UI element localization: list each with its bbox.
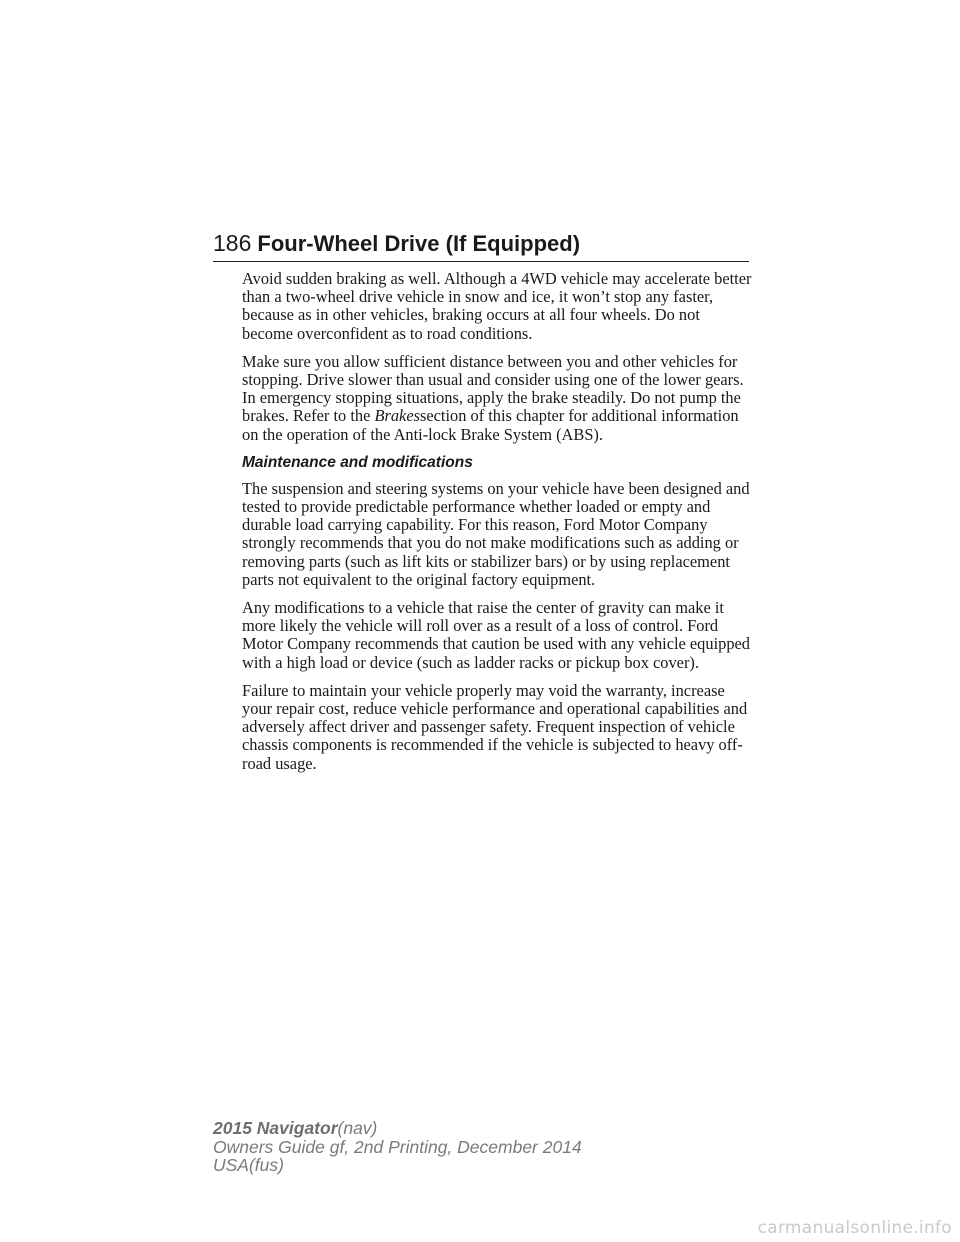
chapter-title: Four-Wheel Drive (If Equipped)	[257, 231, 581, 256]
page-header	[213, 226, 749, 262]
paragraph-stopping-text-a: Make sure you allow sufficient distance between you and other vehicles for stopping. Drive slower than usual and consider using one of the lower gears. In emergency stopping situations, apply the brake steadily. Do not pump the brakes. Refer to the	[242, 351, 744, 426]
watermark: carmanualsonline.info	[757, 1218, 952, 1238]
footer-model: 2015 Navigator	[213, 1118, 338, 1138]
brakes-reference: Brakes	[374, 406, 420, 426]
section-heading-maintenance: Maintenance and modifications	[242, 453, 473, 471]
footer-line-guide: Owners Guide gf, 2nd Printing, December 2014	[213, 1136, 582, 1157]
paragraph-stopping-distance	[242, 353, 754, 444]
paragraph-braking: Avoid sudden braking as well. Although a 4WD vehicle may accelerate better than a two-wheel drive vehicle in snow and ice, it won’t stop any faster, because as in other vehicles, braking occurs at all four wheels. Do not become overconfident as to road conditions.	[242, 269, 752, 343]
paragraph-modifications: Any modifications to a vehicle that raise the center of gravity can make it more likely the vehicle will roll over as a result of a loss of control. Ford Motor Company recommends that caution be used with any vehicle equipped with a high load or device (such as ladder racks or pickup box cover).	[242, 598, 750, 672]
paragraph-suspension: The suspension and steering systems on your vehicle have been designed and tested to provide predictable performance whether loaded or empty and durable load carrying capability. For this reason, Ford Motor Company strongly recommends that you do not make modifications such as adding or removing parts (such as lift kits or stabilizer bars) or by using replacement parts not equivalent to the original factory equipment.	[242, 478, 750, 589]
footer-model-code: (nav)	[337, 1118, 378, 1138]
page-number: 186	[213, 230, 252, 256]
paragraph-stopping-text-b: section of this chapter for additional information on the operation of the Anti-lock Brake System (ABS).	[242, 406, 739, 444]
paragraph-maintenance: Failure to maintain your vehicle properly may void the warranty, increase your repair cost, reduce vehicle performance and operational capabilities and adversely affect driver and passenger safety. Frequent inspection of vehicle chassis components is recommended if the vehicle is subjected to heavy off-road usage.	[242, 680, 748, 773]
footer-line-market	[213, 1156, 582, 1175]
footer-line-model	[213, 1119, 582, 1138]
footer-market-code: (fus)	[248, 1155, 284, 1175]
footer-market: USA	[213, 1155, 249, 1175]
page-footer	[213, 1119, 582, 1175]
page-body	[242, 270, 754, 783]
